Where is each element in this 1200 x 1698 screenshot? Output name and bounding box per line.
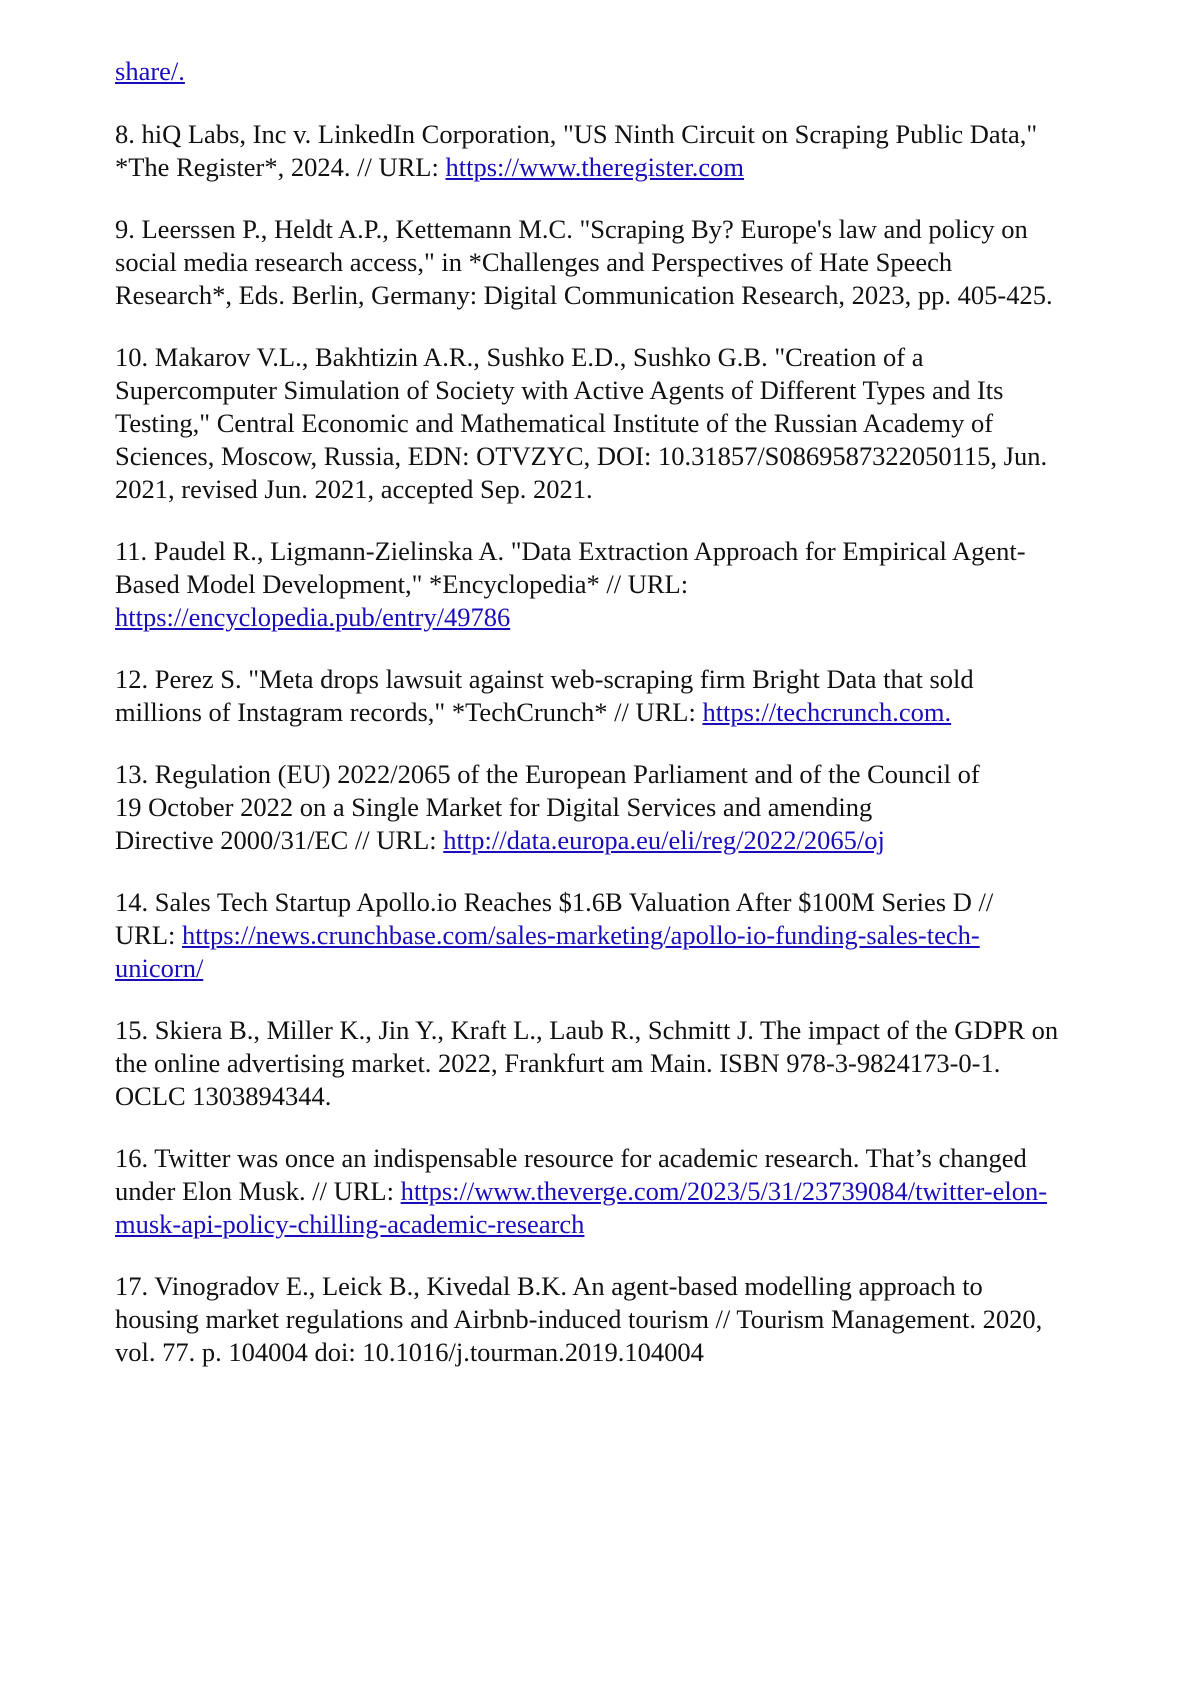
reference-text: social media research access," in *Challenges and Perspectives of Hate Speech xyxy=(115,247,953,277)
reference-text: 8. hiQ Labs, Inc v. LinkedIn Corporation, "US Ninth Circuit on Scraping Public Data," xyxy=(115,119,1038,149)
reference-link[interactable]: musk-api-policy-chilling-academic-research xyxy=(115,1209,585,1239)
reference-text: URL: xyxy=(115,920,182,950)
reference-text: 19 October 2022 on a Single Market for Digital Services and amending xyxy=(115,792,873,822)
reference-text: 16. Twitter was once an indispensable resource for academic research. That’s changed xyxy=(115,1143,1027,1173)
reference-text-line xyxy=(115,696,1135,729)
reference-item-16 xyxy=(115,1142,1135,1241)
reference-text: vol. 77. p. 104004 doi: 10.1016/j.tourman.2019.104004 xyxy=(115,1337,704,1367)
reference-text: Testing," Central Economic and Mathematical Institute of the Russian Academy of xyxy=(115,408,994,438)
reference-link[interactable]: https://techcrunch.com. xyxy=(702,697,952,727)
reference-item-11 xyxy=(115,535,1135,634)
reference-item-8 xyxy=(115,118,1135,184)
reference-text-line xyxy=(115,1208,1135,1241)
reference-item-17 xyxy=(115,1270,1135,1369)
reference-text: 11. Paudel R., Ligmann-Zielinska A. "Data Extraction Approach for Empirical Agent- xyxy=(115,536,1026,566)
reference-link[interactable]: https://news.crunchbase.com/sales-marketing/apollo-io-funding-sales-tech- xyxy=(182,920,980,950)
reference-list xyxy=(115,55,1135,1398)
reference-link[interactable]: https://www.theverge.com/2023/5/31/23739084/twitter-elon- xyxy=(400,1176,1048,1206)
reference-text-line xyxy=(115,1175,1135,1208)
reference-text: housing market regulations and Airbnb-induced tourism // Tourism Management. 2020, xyxy=(115,1304,1043,1334)
reference-text: Directive 2000/31/EC // URL: xyxy=(115,825,444,855)
reference-text-line xyxy=(115,601,1135,634)
reference-text: *The Register*, 2024. // URL: xyxy=(115,152,446,182)
reference-link[interactable]: unicorn/ xyxy=(115,953,204,983)
reference-text: 9. Leerssen P., Heldt A.P., Kettemann M.C. "Scraping By? Europe's law and policy on xyxy=(115,214,1028,244)
reference-item-14 xyxy=(115,886,1135,985)
reference-text-line xyxy=(115,151,1135,184)
reference-text: Research*, Eds. Berlin, Germany: Digital Communication Research, 2023, pp. 405-425. xyxy=(115,280,1053,310)
reference-item-15 xyxy=(115,1014,1135,1113)
reference-item-10 xyxy=(115,341,1135,506)
reference-link[interactable]: share/. xyxy=(115,56,185,86)
reference-link[interactable]: http://data.europa.eu/eli/reg/2022/2065/oj xyxy=(443,825,885,855)
reference-text: Sciences, Moscow, Russia, EDN: OTVZYC, DOI: 10.31857/S0869587322050115, Jun. xyxy=(115,441,1048,471)
reference-link[interactable]: https://encyclopedia.pub/entry/49786 xyxy=(115,602,511,632)
reference-text: 10. Makarov V.L., Bakhtizin A.R., Sushko E.D., Sushko G.B. "Creation of a xyxy=(115,342,924,372)
reference-text: Based Model Development," *Encyclopedia* // URL: xyxy=(115,569,689,599)
reference-text: millions of Instagram records," *TechCrunch* // URL: xyxy=(115,697,703,727)
reference-item-9 xyxy=(115,213,1135,312)
reference-continuation xyxy=(115,55,1135,88)
reference-text: the online advertising market. 2022, Frankfurt am Main. ISBN 978-3-9824173-0-1. xyxy=(115,1048,1001,1078)
reference-text: 2021, revised Jun. 2021, accepted Sep. 2021. xyxy=(115,474,593,504)
reference-text: OCLC 1303894344. xyxy=(115,1081,332,1111)
reference-item-13 xyxy=(115,758,1135,857)
reference-text: 14. Sales Tech Startup Apollo.io Reaches $1.6B Valuation After $100M Series D // xyxy=(115,887,994,917)
reference-text: under Elon Musk. // URL: xyxy=(115,1176,401,1206)
reference-link[interactable]: https://www.theregister.com xyxy=(445,152,745,182)
reference-text: Supercomputer Simulation of Society with Active Agents of Different Types and Its xyxy=(115,375,1004,405)
reference-text: 13. Regulation (EU) 2022/2065 of the European Parliament and of the Council of xyxy=(115,759,980,789)
reference-item-12 xyxy=(115,663,1135,729)
reference-text: 15. Skiera B., Miller K., Jin Y., Kraft L., Laub R., Schmitt J. The impact of the GDPR on xyxy=(115,1015,1059,1045)
reference-text-line xyxy=(115,824,1135,857)
reference-text-line xyxy=(115,952,1135,985)
reference-text: 12. Perez S. "Meta drops lawsuit against web-scraping firm Bright Data that sold xyxy=(115,664,974,694)
reference-text: 17. Vinogradov E., Leick B., Kivedal B.K. An agent-based modelling approach to xyxy=(115,1271,983,1301)
reference-text-line xyxy=(115,919,1135,952)
